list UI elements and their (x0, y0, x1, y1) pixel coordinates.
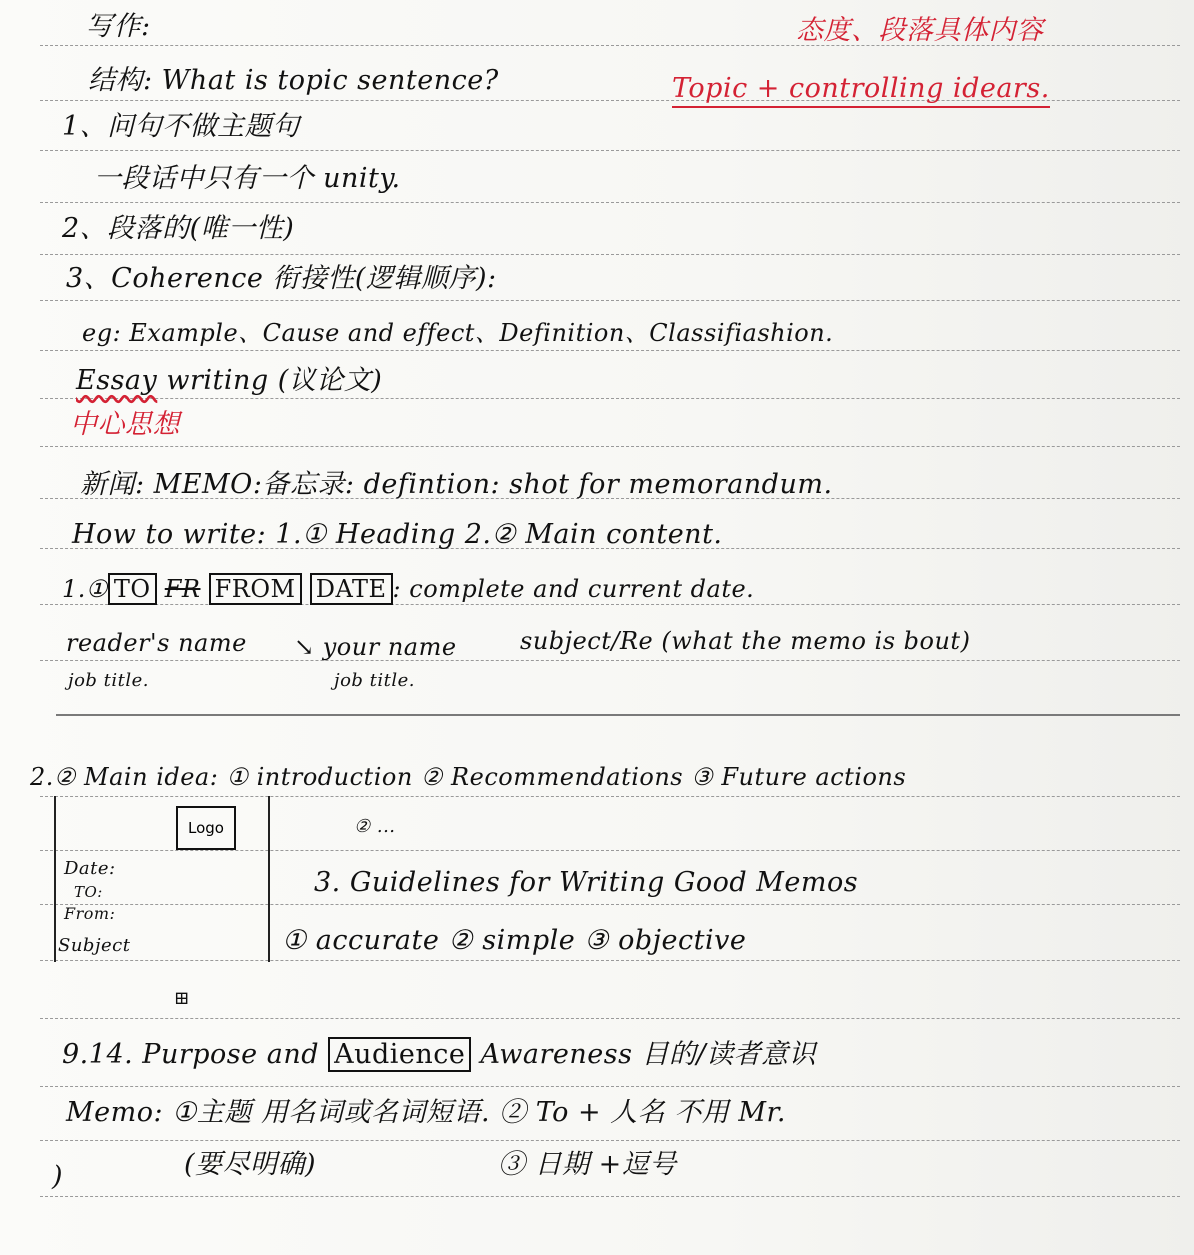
job-title-writer: job title. (334, 670, 416, 691)
date-9-14: 9.14. (62, 1039, 134, 1070)
attitude-note: 态度、段落具体内容 (796, 15, 1044, 46)
awareness-text: Awareness 目的/读者意识 (480, 1039, 817, 1070)
date-description: : complete and current date. (392, 575, 755, 603)
main-idea-cn: 中心思想 (70, 409, 180, 440)
purpose-text: Purpose and (142, 1039, 319, 1070)
memo-subject-label: Subject (58, 935, 131, 956)
memo-sketch-left-edge (54, 796, 56, 962)
guidelines-heading: 3. Guidelines for Writing Good Memos (314, 867, 859, 898)
structure-line: 结构: What is topic sentence? (88, 65, 499, 96)
section-divider (56, 714, 1180, 716)
memo-sketch-divider (268, 796, 270, 962)
topic-formula-text: Topic + controlling idears. (672, 73, 1050, 108)
ruled-line (40, 254, 1180, 255)
ruled-line (40, 150, 1180, 151)
your-name-text: your name (322, 633, 457, 661)
logo-box: Logo (176, 806, 236, 850)
memo-rules-line: Memo: ①主题 用名词或名词短语. ② To + 人名 不用 Mr. (66, 1097, 786, 1128)
header-prefix: 1.① (62, 575, 108, 603)
memo-date-label: Date: (64, 858, 116, 879)
job-title-reader: job title. (68, 670, 150, 691)
heading-writing: 写作: (86, 11, 151, 42)
explicit-note: (要尽明确) (184, 1149, 317, 1180)
ruled-line (40, 350, 1180, 351)
examples-line: eg: Example、Cause and effect、Definition、Classifiashion. (82, 319, 834, 347)
essay-rest: writing (议论文) (166, 365, 383, 396)
paren-mark: ) (52, 1161, 64, 1192)
essay-word: Essay (76, 365, 158, 396)
ruled-line (40, 850, 1180, 851)
ruled-line (40, 796, 1180, 797)
how-to-write: How to write: 1.① Heading 2.② Main content. (72, 519, 723, 550)
memo-from-label: From: (64, 904, 116, 923)
subject-re: subject/Re (what the memo is bout) (520, 627, 971, 655)
essay-line (76, 364, 382, 398)
date-comma-note: ③ 日期 +逗号 (498, 1149, 677, 1180)
ruled-line (40, 904, 1180, 905)
ruled-line (40, 300, 1180, 301)
ruled-line (40, 960, 1180, 961)
audience-box: Audience (328, 1037, 471, 1072)
topic-formula (672, 72, 1050, 106)
ruled-line (40, 1086, 1180, 1087)
ruled-line (40, 398, 1180, 399)
memo-qualities: ① accurate ② simple ③ objective (282, 925, 747, 956)
ruled-line (40, 1196, 1180, 1197)
readers-name: reader's name (66, 629, 247, 657)
main-idea-line: 2.② Main idea: ① introduction ② Recommendations ③ Future actions (30, 763, 907, 791)
ruled-line (40, 1140, 1180, 1141)
point-1: 1、问句不做主题句 (62, 111, 300, 142)
continuation-dots: ② ... (354, 816, 396, 837)
point-2: 2、段落的(唯一性) (62, 213, 295, 244)
ruled-line (40, 446, 1180, 447)
date-box: DATE (310, 573, 393, 605)
memo-definition: 新闻: MEMO:备忘录: defintion: shot for memorandum. (80, 469, 833, 500)
small-mark: ⊞ (174, 988, 190, 1009)
struck-text: FR (164, 575, 201, 603)
ruled-line (40, 202, 1180, 203)
point-3: 3、Coherence 衔接性(逻辑顺序): (66, 263, 497, 294)
header-fields-line (62, 572, 754, 606)
from-box: FROM (209, 573, 302, 605)
purpose-audience-line (62, 1038, 816, 1072)
to-box: TO (108, 573, 157, 605)
point-1-sub: 一段话中只有一个 unity. (94, 163, 401, 194)
ruled-line (40, 660, 1180, 661)
ruled-line (40, 1018, 1180, 1019)
memo-to-label: TO: (74, 883, 103, 901)
your-name: ↘ your name (294, 633, 457, 661)
